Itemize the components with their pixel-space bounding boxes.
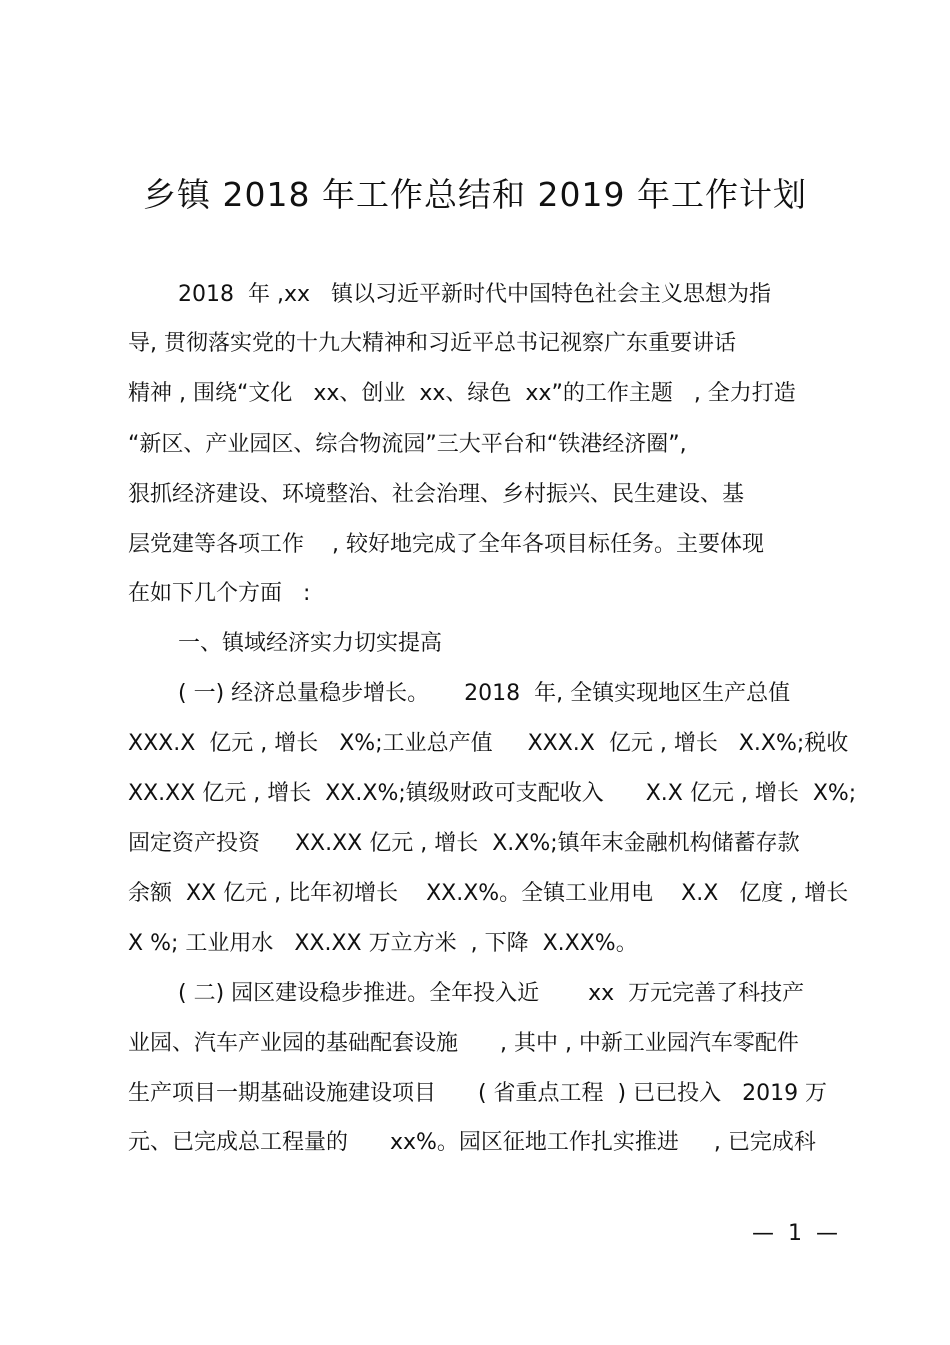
body-line: ( 一) 经济总量稳步增长。 2018 年, 全镇实现地区生产总值 <box>178 681 791 706</box>
body-line: 生产项目一期基础设施建设项目 ( 省重点工程 ) 已已投入 2019 万 <box>128 1081 828 1106</box>
body-line: 导, 贯彻落实党的十九大精神和习近平总书记视察广东重要讲话 <box>128 331 736 356</box>
body-line: ( 二) 园区建设稳步推进。全年投入近 xx 万元完善了科技产 <box>178 981 805 1006</box>
body-line: 业园、汽车产业园的基础配套设施 , 其中 , 中新工业园汽车零配件 <box>128 1031 799 1056</box>
body-line: XX.XX 亿元 , 增长 XX.X%;镇级财政可支配收入 X.X 亿元 , 增长 X%; <box>128 781 857 806</box>
body-line: X %; 工业用水 XX.XX 万立方米 , 下降 X.XX%。 <box>128 931 638 956</box>
body-line: 余额 XX 亿元 , 比年初增长 XX.X%。全镇工业用电 X.X 亿度 , 增长 <box>128 881 849 906</box>
body-line: 2018 年 ,xx 镇以习近平新时代中国特色社会主义思想为指 <box>178 282 771 307</box>
body-line: “新区、产业园区、综合物流园”三大平台和“铁港经济圈”, <box>128 432 687 457</box>
page-number: — 1 — <box>752 1221 838 1246</box>
page-title: 乡镇 2018 年工作总结和 2019 年工作计划 <box>143 175 807 214</box>
body-line: 狠抓经济建设、环境整治、社会治理、乡村振兴、民生建设、基 <box>128 482 745 507</box>
section-heading: 一、镇域经济实力切实提高 <box>178 631 443 656</box>
body-line: 在如下几个方面 : <box>128 581 311 606</box>
body-line: 元、已完成总工程量的 xx%。园区征地工作扎实推进 , 已完成科 <box>128 1130 816 1155</box>
body-line: XXX.X 亿元 , 增长 X%;工业总产值 XXX.X 亿元 , 增长 X.X%;税收 <box>128 731 849 756</box>
body-line: 固定资产投资 XX.XX 亿元 , 增长 X.X%;镇年末金融机构储蓄存款 <box>128 831 800 856</box>
body-line: 层党建等各项工作 , 较好地完成了全年各项目标任务。主要体现 <box>128 532 764 557</box>
body-line: 精神 , 围绕“文化 xx、创业 xx、绿色 xx”的工作主题 , 全力打造 <box>128 381 796 406</box>
